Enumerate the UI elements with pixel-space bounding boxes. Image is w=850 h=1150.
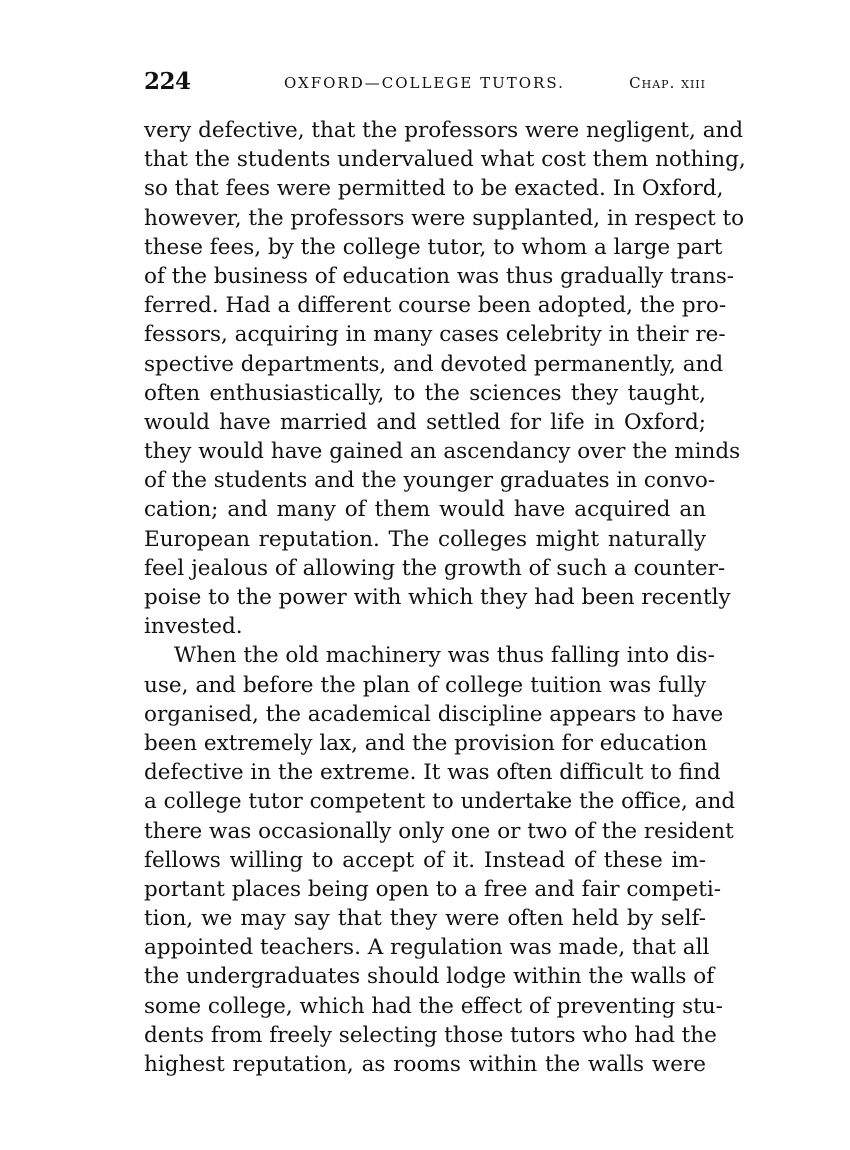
text-line: spective departments, and devoted permanently, and	[144, 351, 724, 377]
text-line: defective in the extreme. It was often difficult to find	[144, 760, 721, 786]
text-line: use, and before the plan of college tuition was fully	[144, 672, 706, 698]
text-line: a college tutor competent to undertake the office, and	[144, 789, 736, 815]
text-line: fessors, acquiring in many cases celebrity in their re-	[144, 322, 726, 348]
text-line: these fees, by the college tutor, to whom a large part	[144, 234, 723, 260]
body-text	[144, 116, 746, 1079]
text-line: organised, the academical discipline appears to have	[144, 701, 724, 727]
text-line: feel jealous of allowing the growth of such a counter-	[144, 555, 726, 581]
text-line: that the students undervalued what cost them nothing,	[144, 147, 746, 173]
text-line: invested.	[144, 614, 243, 640]
text-line: been extremely lax, and the provision for education	[144, 730, 708, 756]
text-line: European reputation. The colleges might naturally	[144, 526, 706, 552]
text-line: some college, which had the effect of preventing stu-	[144, 993, 723, 1019]
text-line: dents from freely selecting those tutors who had the	[144, 1022, 717, 1048]
text-line: often enthusiastically, to the sciences they taught,	[144, 380, 706, 406]
text-line: portant places being open to a free and fair competi-	[144, 876, 722, 902]
text-line: appointed teachers. A regulation was made, that all	[144, 935, 710, 961]
text-line: When the old machinery was thus falling into dis-	[174, 643, 715, 669]
running-head: OXFORD—COLLEGE TUTORS.	[284, 74, 565, 92]
text-line: fellows willing to accept of it. Instead of these im-	[144, 847, 706, 873]
text-line: of the business of education was thus gradually trans-	[144, 263, 735, 289]
chapter-label: Chap. xiii	[629, 74, 706, 92]
text-line: they would have gained an ascendancy over the minds	[144, 439, 741, 465]
text-line: cation; and many of them would have acquired an	[144, 497, 706, 523]
text-line: the undergraduates should lodge within the walls of	[144, 964, 715, 990]
text-line: highest reputation, as rooms within the walls were	[144, 1052, 706, 1077]
page-number: 224	[144, 68, 191, 95]
text-line: of the students and the younger graduates in convo-	[144, 468, 716, 494]
text-line: there was occasionally only one or two of the resident	[144, 818, 734, 844]
text-line: would have married and settled for life in Oxford;	[144, 409, 706, 435]
text-line: very defective, that the professors were negligent, and	[144, 118, 744, 143]
text-line: however, the professors were supplanted, in respect to	[144, 205, 745, 231]
text-line: so that fees were permitted to be exacted. In Oxford,	[144, 176, 724, 202]
text-line: ferred. Had a different course been adopted, the pro-	[144, 293, 727, 319]
text-line: tion, we may say that they were often held by self-	[144, 906, 706, 932]
text-line: poise to the power with which they had been recently	[144, 585, 731, 610]
page-header	[144, 68, 706, 102]
